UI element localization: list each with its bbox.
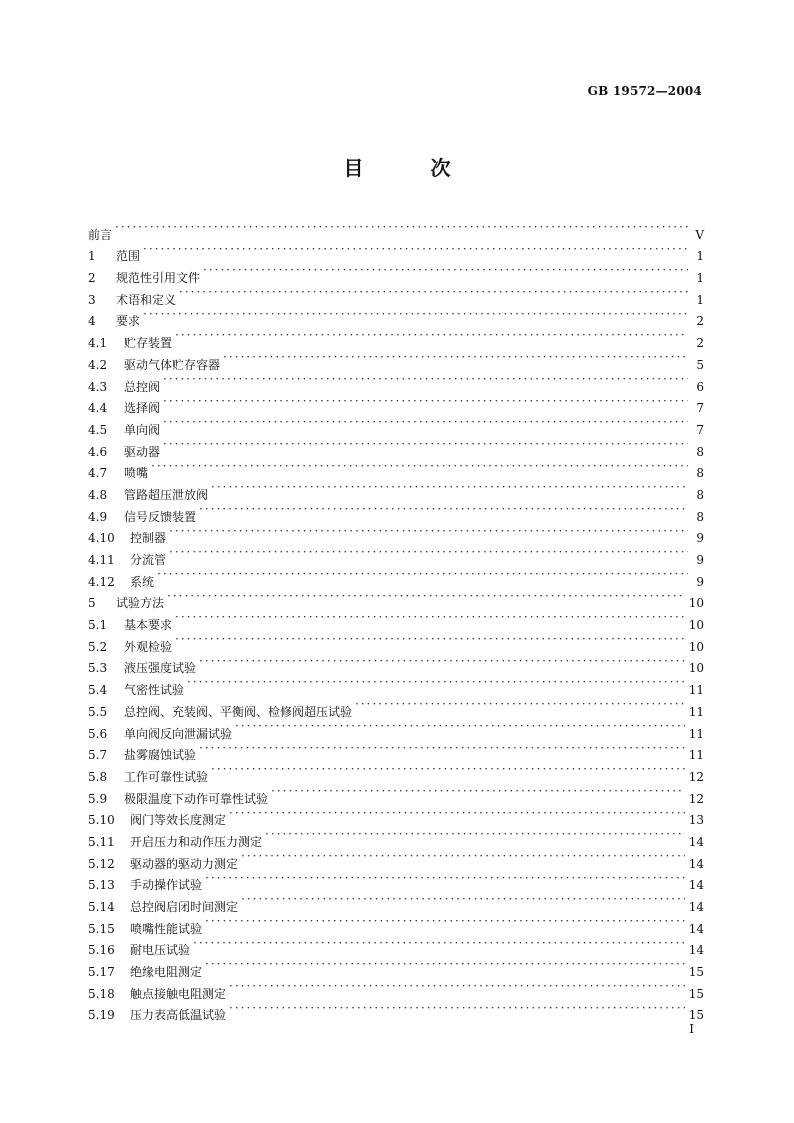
toc-entry-page: 15 [688,986,704,1001]
toc-entry-label: 盐雾腐蚀试验 [124,748,197,763]
toc-entry-label: 阀门等效长度测定 [130,813,227,828]
toc-entry-label: 基本要求 [124,618,173,633]
toc-entry-number: 5.9 [88,791,108,806]
toc-entry-number: 4.3 [88,379,108,394]
toc-entry[interactable] [88,586,704,611]
toc-entry-page: 10 [688,596,704,611]
toc-dot-leader [205,954,685,976]
toc-entry-number: 5.3 [88,661,108,676]
toc-dot-leader [265,824,685,846]
toc-entry-number: 5.2 [88,639,108,654]
toc-entry[interactable] [88,239,704,264]
toc-entry[interactable] [88,629,704,654]
toc-entry-page: 12 [688,769,704,784]
toc-entry-page: 11 [688,704,704,719]
toc-entry-page: 10 [688,661,704,676]
toc-entry-number: 4.2 [88,357,108,372]
toc-entry[interactable] [88,217,704,242]
toc-dot-leader [355,694,685,716]
table-of-contents [88,217,704,1023]
toc-entry[interactable] [88,542,704,567]
toc-dot-leader [163,369,688,391]
toc-dot-leader [167,586,685,608]
toc-entry-page: 9 [696,531,704,546]
toc-entry-number: 4 [88,314,96,329]
page-number: Ⅰ [689,1022,694,1036]
toc-entry-page: 10 [688,639,704,654]
toc-entry[interactable] [88,607,704,633]
toc-entry-page: 7 [696,401,704,416]
toc-entry-page: 8 [696,487,704,502]
toc-entry-label: 分流管 [130,553,167,567]
toc-dot-leader [169,542,688,564]
toc-entry-label: 单向阀反向泄漏试验 [124,726,233,741]
toc-dot-leader [169,521,688,543]
toc-entry-label: 驱动器 [124,444,161,459]
toc-entry-label: 液压强度试验 [124,661,197,676]
toc-entry-number: 5.11 [88,834,115,849]
toc-dot-leader [163,434,688,456]
document-code: GB 19572—2004 [587,84,702,98]
toc-entry-number: 4.8 [88,487,108,502]
toc-entry-label: 系统 [130,574,155,589]
toc-dot-leader [199,651,685,673]
toc-entry[interactable] [88,651,704,676]
toc-entry-page: 7 [696,422,704,437]
toc-entry-label: 试验方法 [116,596,165,611]
toc-dot-leader [205,868,685,890]
toc-dot-leader [211,759,685,781]
toc-entry-page: 9 [696,553,704,567]
toc-entry-label: 气密性试验 [124,683,185,698]
toc-entry-label: 前言 [88,227,113,242]
toc-dot-leader [175,325,688,347]
toc-entry-page: 15 [688,1008,704,1023]
toc-dot-leader [175,629,685,651]
toc-entry-number: 5.17 [88,965,115,980]
toc-dot-leader [193,933,685,955]
toc-dot-leader [199,499,688,521]
toc-dot-leader [151,456,688,478]
toc-entry-number: 4.11 [88,553,115,567]
toc-entry-page: 14 [688,834,704,849]
toc-entry-label: 开启压力和动作压力测定 [130,834,263,849]
toc-entry[interactable] [88,477,704,502]
toc-entry[interactable] [88,564,704,589]
toc-dot-leader [143,239,688,261]
toc-entry-label: 极限温度下动作可靠性试验 [124,791,269,806]
toc-entry-number: 4.4 [88,401,108,416]
toc-entry[interactable] [88,304,704,329]
toc-entry-number: 1 [88,249,96,264]
toc-dot-leader [211,477,688,499]
toc-dot-leader [143,304,688,326]
toc-entry-label: 信号反馈装置 [124,509,197,524]
toc-entry-page: 14 [688,943,704,958]
toc-entry-page: 8 [696,444,704,459]
toc-entry-number: 5.15 [88,921,115,936]
toc-entry-number: 4.10 [88,531,115,546]
toc-entry-page: 14 [688,921,704,936]
toc-entry-number: 5.8 [88,769,108,784]
toc-dot-leader [157,564,688,586]
toc-entry-label: 绝缘电阻测定 [130,965,203,980]
toc-dot-leader [205,911,685,933]
toc-dot-leader [235,716,685,738]
toc-entry-page: 2 [696,336,704,351]
toc-entry-page: 8 [696,466,704,481]
toc-entry-page: 1 [696,292,704,307]
toc-dot-leader [115,217,688,239]
toc-dot-leader [241,846,685,868]
toc-entry-page: 9 [696,574,704,589]
toc-entry-page: 12 [688,791,704,806]
toc-entry-number: 5.7 [88,748,108,763]
toc-entry[interactable] [88,391,704,416]
toc-entry-page: 1 [696,249,704,264]
toc-entry-label: 术语和定义 [116,292,177,307]
toc-entry-label: 外观检验 [124,639,173,654]
toc-entry-label: 范围 [116,249,141,264]
toc-entry-page: 14 [688,878,704,893]
toc-entry-page: 5 [696,357,704,372]
toc-entry-page: 1 [696,271,704,286]
toc-entry-label: 触点接触电阻测定 [130,986,227,1001]
toc-entry-label: 控制器 [130,531,167,546]
toc-entry-label: 工作可靠性试验 [124,769,209,784]
toc-dot-leader [199,738,685,760]
toc-entry-number: 5.6 [88,726,108,741]
toc-entry-number: 4.6 [88,444,108,459]
toc-entry-label: 规范性引用文件 [116,271,201,286]
toc-entry-number: 5.16 [88,943,115,958]
toc-entry-page: Ⅴ [695,227,704,242]
toc-entry-number: 4.7 [88,466,108,481]
toc-entry-number: 2 [88,271,96,286]
toc-entry-number: 5.12 [88,856,115,871]
toc-entry-number: 5.10 [88,813,115,828]
toc-entry[interactable] [88,282,704,307]
toc-entry[interactable] [88,347,704,372]
toc-entry-page: 11 [688,748,704,763]
toc-entry-label: 贮存装置 [124,336,173,351]
toc-entry-label: 单向阀 [124,422,161,437]
toc-dot-leader [175,607,685,629]
toc-entry-number: 5.19 [88,1008,115,1023]
toc-entry-page: 6 [696,379,704,394]
toc-entry-label: 要求 [116,314,141,329]
toc-entry[interactable] [88,434,704,459]
toc-entry-page: 2 [696,314,704,329]
toc-entry-label: 驱动气体贮存容器 [124,357,221,372]
toc-dot-leader [179,282,688,304]
toc-entry-number: 5.13 [88,878,115,893]
toc-entry-number: 5.18 [88,986,115,1001]
toc-entry-page: 14 [688,856,704,871]
toc-dot-leader [163,391,688,413]
toc-entry-label: 总控阀、充装阀、平衡阀、检修阀超压试验 [124,704,353,719]
toc-entry-label: 喷嘴 [124,466,149,481]
toc-dot-leader [271,781,685,803]
toc-entry[interactable] [88,412,704,437]
toc-entry-label: 压力表高低温试验 [130,1008,227,1023]
toc-entry[interactable] [88,521,704,546]
toc-entry[interactable] [88,456,704,481]
toc-entry[interactable] [88,260,704,286]
toc-entry-number: 4.1 [88,336,108,351]
toc-entry-number: 4.5 [88,422,108,437]
toc-entry-page: 11 [688,683,704,698]
toc-entry-number: 5.4 [88,683,108,698]
toc-dot-leader [229,976,685,998]
toc-entry-number: 4.9 [88,509,108,524]
toc-entry-page: 15 [688,965,704,980]
toc-entry-page: 11 [688,726,704,741]
toc-entry-number: 5 [88,596,96,611]
toc-entry-label: 总控阀启闭时间测定 [130,900,239,914]
toc-dot-leader [203,260,688,282]
toc-entry-page: 14 [688,900,704,914]
toc-entry-number: 4.12 [88,574,115,589]
toc-entry-label: 喷嘴性能试验 [130,921,203,936]
toc-dot-leader [163,412,688,434]
toc-entry-number: 5.14 [88,900,115,914]
toc-dot-leader [187,672,685,694]
toc-entry-number: 5.1 [88,618,108,633]
toc-entry-page: 10 [688,618,704,633]
toc-entry-label: 管路超压泄放阀 [124,487,209,502]
toc-entry-page: 13 [688,813,704,828]
toc-entry-label: 耐电压试验 [130,943,191,958]
toc-entry[interactable] [88,325,704,351]
toc-entry-label: 选择阀 [124,401,161,416]
toc-dot-leader [229,803,685,825]
toc-dot-leader [241,889,685,911]
toc-entry-label: 驱动器的驱动力测定 [130,856,239,871]
toc-entry[interactable] [88,369,704,394]
page-title: 目 次 [343,156,481,180]
toc-entry-page: 8 [696,509,704,524]
toc-entry-number: 5.5 [88,704,108,719]
toc-entry-label: 手动操作试验 [130,878,203,893]
toc-dot-leader [223,347,688,369]
toc-dot-leader [229,998,685,1020]
toc-entry-label: 总控阀 [124,379,161,394]
toc-entry-number: 3 [88,292,96,307]
